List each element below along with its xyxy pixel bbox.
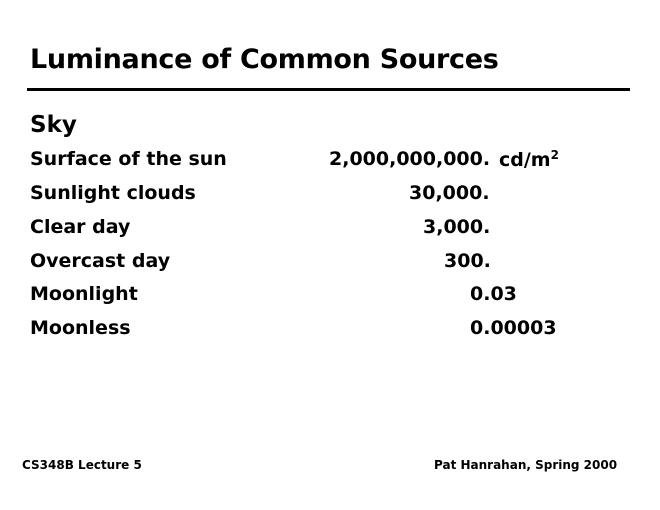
footer-course: CS348B Lecture 5 (22, 458, 142, 472)
row-label: Overcast day (30, 250, 171, 272)
unit-text: cd/m (499, 149, 551, 171)
row-label: Moonless (30, 317, 131, 339)
row-label: Moonlight (30, 283, 138, 305)
row-value: 300. (444, 250, 491, 272)
footer-author: Pat Hanrahan, Spring 2000 (434, 458, 618, 472)
row-value: 2,000,000,000. (329, 148, 491, 170)
row-label: Clear day (30, 216, 131, 238)
row-value: 30,000. (409, 182, 490, 204)
table-row (0, 216, 660, 242)
row-value: 3,000. (423, 216, 491, 238)
row-label: Surface of the sun (30, 148, 227, 170)
table-row (0, 317, 660, 343)
unit-exponent: 2 (550, 148, 559, 162)
row-value: 0.03 (470, 283, 517, 305)
title-rule (27, 88, 630, 91)
slide-title: Luminance of Common Sources (30, 44, 499, 75)
table-row (0, 283, 660, 309)
row-label: Sunlight clouds (30, 182, 196, 204)
table-row (0, 148, 660, 174)
section-heading: Sky (30, 112, 77, 138)
table-row (0, 250, 660, 276)
row-unit (499, 148, 559, 171)
table-row (0, 182, 660, 208)
row-value: 0.00003 (470, 317, 557, 339)
